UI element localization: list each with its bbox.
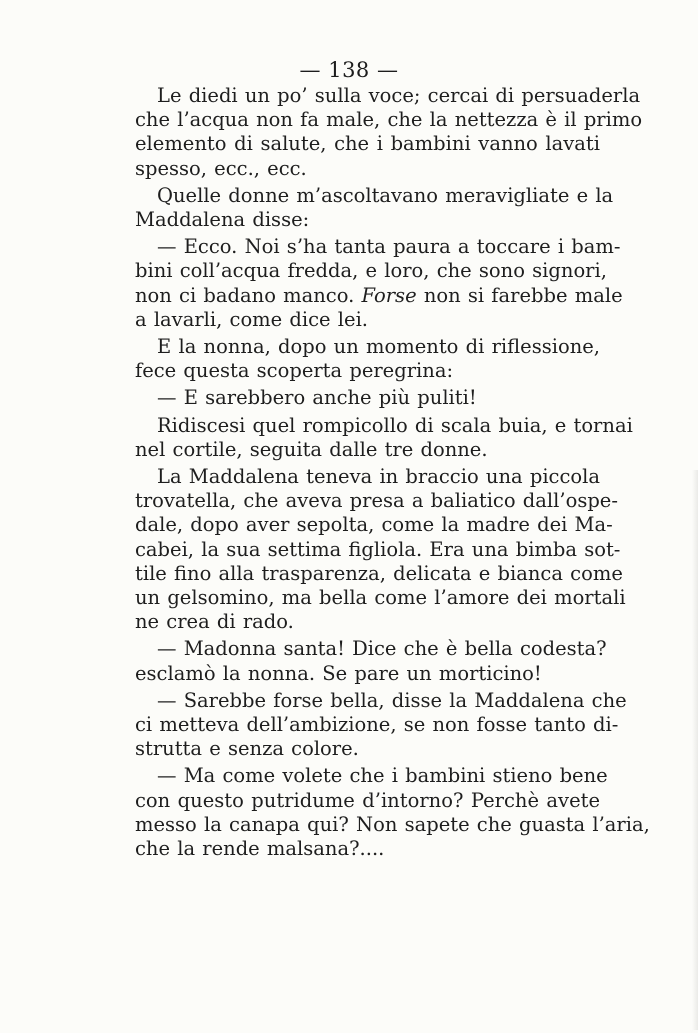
paragraph (135, 413, 633, 462)
paragraph (135, 335, 600, 383)
text-line: Maddalena disse: (135, 208, 310, 232)
text-line: cabei, la sua settima figliola. Era una bimba sot- (135, 537, 621, 561)
paragraph (135, 465, 626, 634)
text-line: Ridiscesi quel rompicollo di scala buia, e tornai (157, 413, 633, 437)
paragraph (135, 183, 614, 232)
text-line: un gelsomino, ma bella come l’amore dei mortali (135, 586, 626, 610)
body-text (135, 84, 650, 864)
text-line: — Ma come volete che i bambini stieno bene (157, 764, 608, 788)
text-line: elemento di salute, che i bambini vanno lavati (135, 132, 600, 156)
text-line: — Sarebbe forse bella, disse la Maddalena che (157, 688, 627, 712)
text-line: che l’acqua non fa male, che la nettezza è il primo (135, 108, 643, 132)
text-line: dale, dopo aver sepolta, come la madre dei Ma- (135, 513, 613, 537)
page-edge-shadow (692, 470, 698, 1030)
text-fragment: non si farebbe male (423, 283, 623, 307)
text-line: con questo putridume d’intorno? Perchè avete (135, 788, 600, 812)
text-line: — Ecco. Noi s’ha tanta paura a toccare i bam- (157, 235, 621, 259)
text-line: spesso, ecc., ecc. (135, 156, 307, 180)
text-line: che la rende malsana?.... (135, 837, 385, 861)
page-number: — 138 — (299, 58, 399, 82)
text-line: a lavarli, come dice lei. (135, 307, 369, 331)
text-line: esclamò la nonna. Se pare un morticino! (135, 661, 542, 685)
text-line: bini coll’acqua fredda, e loro, che sono signori, (135, 259, 607, 283)
paragraph (135, 688, 627, 762)
text-line: messo la canapa qui? Non sapete che guasta l’aria, (135, 812, 650, 836)
text-line: ne crea di rado. (135, 610, 294, 634)
italic-word: Forse (361, 283, 417, 307)
text-line: trovatella, che aveva presa a baliatico dall’ospe- (135, 489, 618, 513)
text-line: tile fino alla trasparenza, delicata e bianca come (135, 561, 623, 585)
text-line: — E sarebbero anche più puliti! (157, 386, 477, 410)
text-fragment: non ci badano manco. (135, 283, 355, 307)
paragraph (135, 84, 643, 181)
paragraph (135, 235, 623, 332)
text-line: Quelle donne m’ascoltavano meravigliate e la (157, 183, 614, 207)
text-line: Le diedi un po’ sulla voce; cercai di persuaderla (157, 84, 641, 107)
text-line: nel cortile, seguita dalle tre donne. (135, 437, 488, 461)
text-line: strutta e senza colore. (135, 737, 359, 761)
text-line: La Maddalena teneva in braccio una piccola (157, 465, 600, 489)
text-line: ci metteva dell’ambizione, se non fosse tanto di- (135, 713, 619, 737)
paragraph (135, 637, 607, 685)
paragraph (135, 764, 650, 861)
paragraph (135, 386, 600, 410)
text-line-mixed (135, 283, 623, 308)
text-line: fece questa scoperta peregrina: (135, 359, 454, 383)
text-line: E la nonna, dopo un momento di riflessione, (157, 335, 600, 359)
text-line: — Madonna santa! Dice che è bella codesta? (157, 637, 607, 661)
